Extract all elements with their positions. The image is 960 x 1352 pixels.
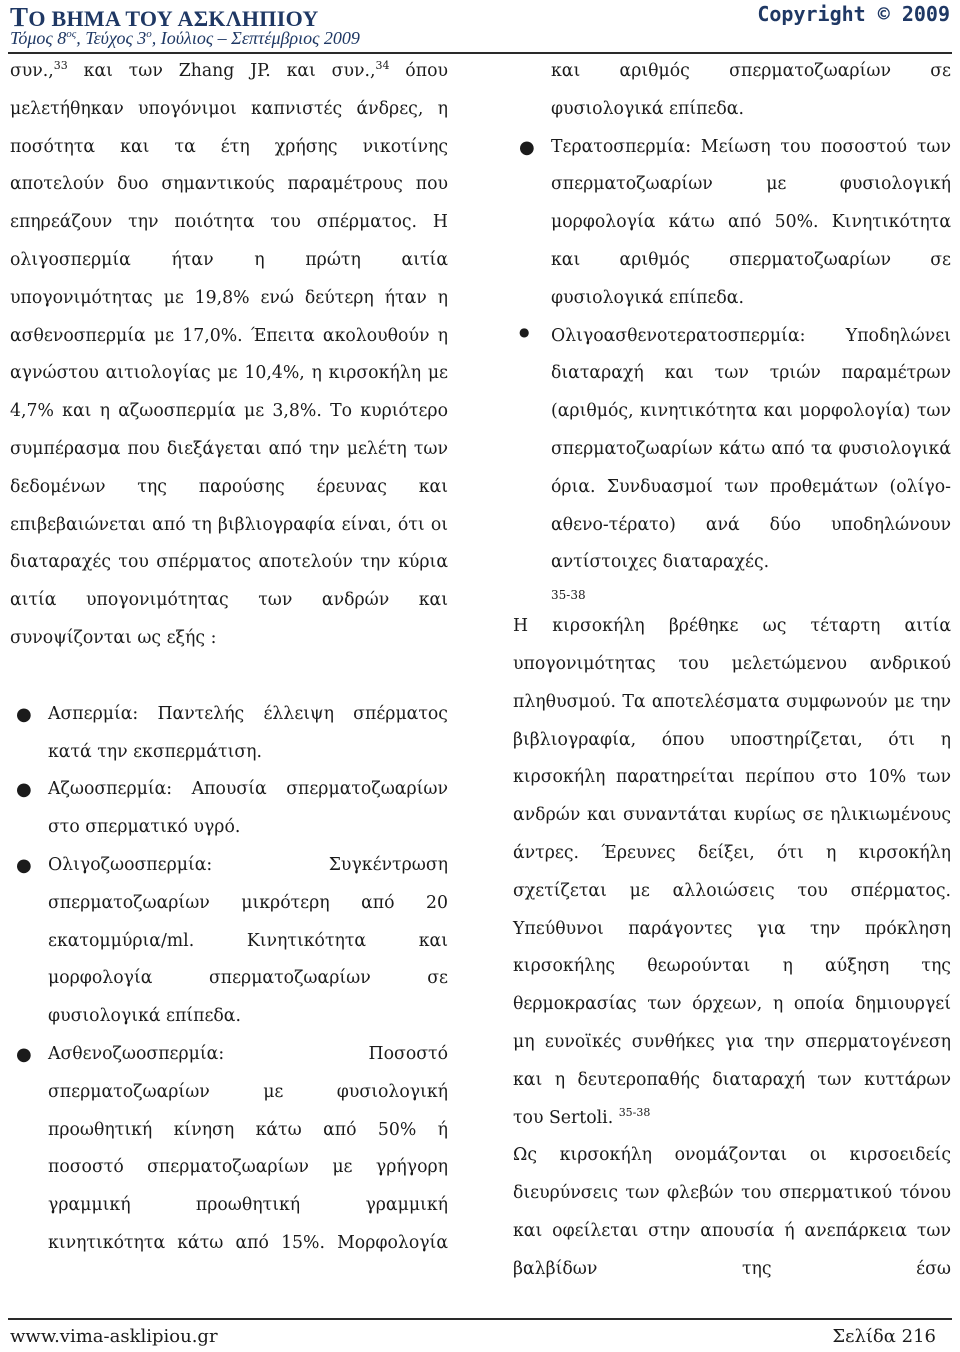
list-item-text: Ολιγοασθενοτερατοσπερμία: Υποδηλώνει διαταραχή και των τριών παραμέτρων (αριθμός, κινητικότητα και μορφολογία) των σπερματοζωαρίων κάτω από τα φυσιολογικά όρια. Συνδυασμοί των προθεμάτων (ολίγο-αθενο-τέρατο) ανά δύο υποδηλώνουν αντίστοιχες διαταραχές. <box>551 325 951 573</box>
bullet-icon: ● <box>16 779 32 801</box>
right-column <box>513 53 951 1289</box>
issue-number-suffix: ο <box>146 28 152 40</box>
page-number: Σελίδα 216 <box>832 1326 936 1347</box>
list-item-text: Ασπερμία: Παντελής έλλειψη σπέρματος κατά την εκσπερμάτιση. <box>48 703 448 762</box>
paragraph-varicocele-definition: Ως κιρσοκήλη ονομάζονται οι κιρσοειδείς διευρύνσεις των φλεβών του σπερματικού τόνου και οφείλεται στην απουσία ή ανεπάρκεια των βαλβίδων της έσω <box>513 1145 951 1279</box>
list-item-aspermia <box>10 696 448 772</box>
list-item-oligoasthenoteratospermia <box>513 318 951 583</box>
list-item-continuation: και αριθμός σπερματοζωαρίων σε φυσιολογικά επίπεδα. <box>551 61 951 119</box>
journal-title-rest: Ο ΒΗΜΑ ΤΟΥ ΑΣΚΛΗΠΙΟΥ <box>28 6 319 31</box>
list-item-text: Ολιγοζωοσπερμία: Συγκέντρωση σπερματοζωαρίων μικρότερη από 20 εκατομμύρια/ml. Κινητικότητα και μορφολογία σπερματοζωαρίων σε φυσιολογικά επίπεδα. <box>48 854 448 1027</box>
bullet-icon: ● <box>16 703 32 725</box>
list-item-asthenozoospermia <box>10 1036 448 1263</box>
list-item-oligozoospermia <box>10 847 448 1036</box>
reference-marker: 34 <box>375 59 390 73</box>
paragraph-results: μελετήθηκαν υπογόνιμοι καπνιστές άνδρες, η ποσότητα και τα έτη χρήσης νικοτίνης αποτελούν δυο σημαντικούς παραμέτρους που επηρεάζουν την ποιότητα του σπέρματος. Η ολιγοσπερμία ήταν η πρώτη αιτία υπογονιμότητας με 19,8% ενώ δεύτερη ήταν η ασθενοσπερμία με 17,0%. Έπειτα ακολουθούν η αγνώστου αιτιολογίας με 10,4%, η κιρσοκήλη με 4,7% και η αζωοσπερμία με 3,8%. Το κυριότερο συμπέρασμα που διεξάγεται από την μελέτη των δεδομένων της παρούσης έρευνας και επιβεβαιώνεται από τη βιβλιογραφία είναι, ότι οι διαταραχές του σπέρματος αποτελούν την κύρια αιτία υπογονιμότητας των ανδρών και συνοψίζονται ως εξής : <box>10 98 448 648</box>
left-column <box>10 53 448 1263</box>
list-item-teratospermia <box>513 129 951 318</box>
issue-period: , Ιούλιος – Σεπτέμβριος 2009 <box>151 28 360 48</box>
citation-text: όπου <box>389 61 448 81</box>
citation-text: και των Zhang JP. και συν., <box>67 61 376 81</box>
list-item-text: Ασθενοζωοσπερμία: Ποσοστό σπερματοζωαρίων με φυσιολογική προωθητική κίνηση κάτω από 50% ή ποσοστό σπερματοζωαρίων με γρήγορη γραμμική προωθητική γραμμική κινητικότητα κάτω από 15%. Μορφολογία <box>48 1043 448 1253</box>
issue-number: , Τεύχος 3 <box>76 28 147 48</box>
bullet-icon: ● <box>16 854 32 876</box>
reference-marker: 35-38 <box>618 1105 651 1119</box>
list-item-text: Τερατοσπερμία: Μείωση του ποσοστού των σπερματοζωαρίων με φυσιολογική μορφολογία κάτω από 50%. Κινητικότητα και αριθμός σπερματοζωαρίων σε φυσιολογικά επίπεδα. <box>551 136 951 308</box>
copyright: Copyright © 2009 <box>757 2 950 26</box>
citation-line <box>10 53 448 91</box>
bullet-icon: ● <box>519 324 530 339</box>
bullet-icon: ● <box>16 1043 32 1065</box>
paragraph-text: Η κιρσοκήλη βρέθηκε ως τέταρτη αιτία υπογονιμότητας του μελετώμενου ανδρικού πληθυσμού. Τα αποτελέσματα συμφωνούν με την βιβλιογραφία, όπου υποστηρίζεται, ότι η κιρσοκήλη παρατηρείται περίπου στο 10% των ανδρών και συναντάται κυρίως σε ηλικιωμένους άντρες. Έρευνες δείξει, ότι η κιρσοκήλη σχετίζεται με αλλοιώσεις του σπέρματος. Υπεύθυνοι παράγοντες για την πρόκληση κιρσοκήλης θεωρούνται η αύξηση της θερμοκρασίας των όρχεων, η οποία δημιουργεί μη ευνοϊκές συνθήκες για την σπερματογένεση και η δευτεροπαθής διαταραχή των κυττάρων του Sertoli. <box>513 616 951 1128</box>
issue-volume-suffix: ος <box>66 28 77 40</box>
citation-text: συν., <box>10 61 54 81</box>
page-header <box>10 0 950 50</box>
issue-volume: Τόμος 8 <box>10 28 67 48</box>
journal-title-initial: Τ <box>10 2 29 32</box>
reference-marker: 33 <box>53 59 68 73</box>
paragraph-varicocele <box>513 608 951 1137</box>
list-item-azoospermia <box>10 771 448 847</box>
footer-divider <box>8 1318 952 1320</box>
list-item-text: Αζωοσπερμία: Απουσία σπερματοζωαρίων στο σπερματικό υγρό. <box>48 779 448 838</box>
bullet-icon: ● <box>519 136 535 158</box>
footer-url: www.vima-asklipiou.gr <box>10 1326 218 1347</box>
reference-marker: 35-38 <box>551 588 586 603</box>
issue-info <box>10 28 360 49</box>
